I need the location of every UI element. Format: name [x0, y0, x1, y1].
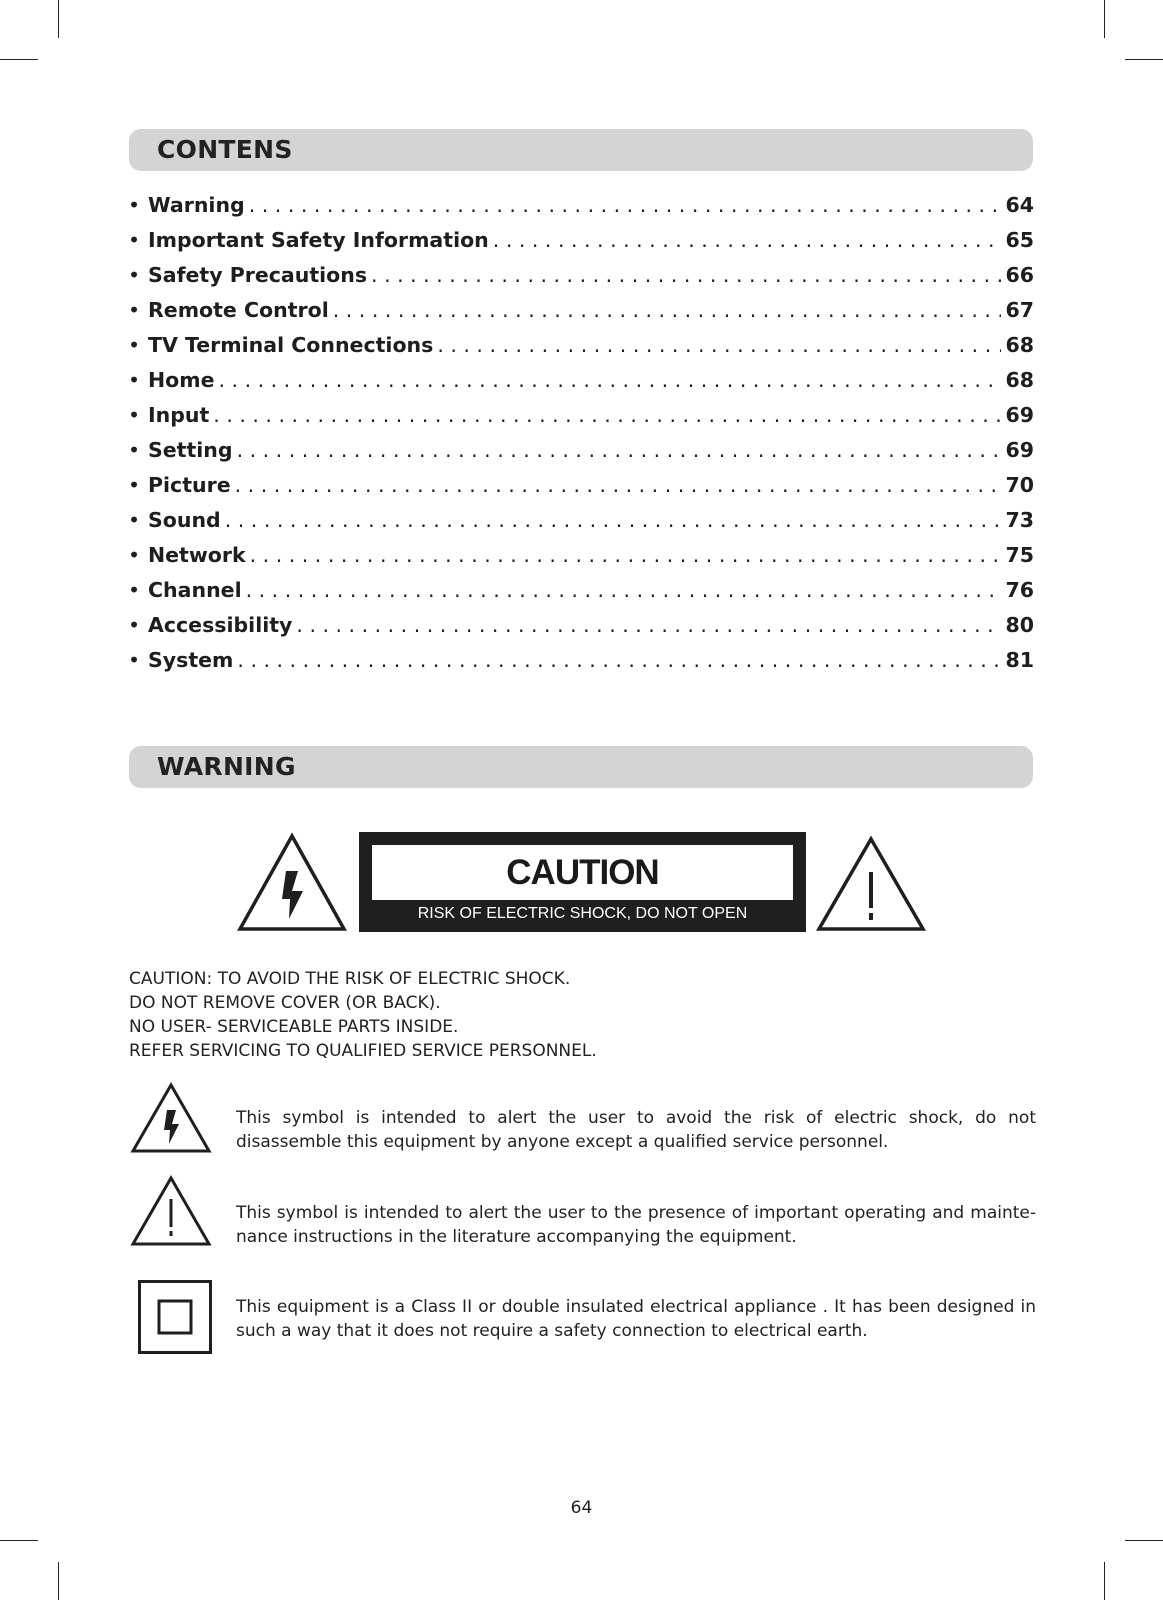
toc-page: 69 [1005, 403, 1034, 427]
toc-item[interactable] [128, 578, 1034, 613]
symbol-description: This equipment is a Class II or double insulated electrical appliance . It has been designed in such a way that it does not require a safety connection to electrical earth. [236, 1297, 1036, 1341]
toc-page: 81 [1005, 648, 1034, 672]
toc-title: Accessibility [148, 613, 293, 637]
leader-dots [219, 368, 1002, 392]
toc-title: TV Terminal Connections [148, 333, 434, 357]
lightning-triangle-icon [130, 1082, 212, 1154]
toc-title: Network [148, 543, 246, 567]
toc-title: Warning [148, 193, 245, 217]
toc-title: System [148, 648, 234, 672]
toc-title: Remote Control [148, 298, 329, 322]
warning-title: WARNING [157, 752, 296, 781]
exclamation-triangle-icon [130, 1175, 212, 1247]
leader-dots [237, 438, 1002, 462]
crop-mark [0, 59, 38, 60]
toc-item[interactable] [128, 613, 1034, 648]
toc-item[interactable] [128, 648, 1034, 683]
leader-dots [249, 193, 1002, 217]
toc-item[interactable] [128, 368, 1034, 403]
bullet: • [128, 508, 141, 532]
toc-page: 68 [1005, 368, 1034, 392]
bullet: • [128, 298, 141, 322]
contents-header [129, 129, 1033, 171]
leader-dots [237, 648, 1001, 672]
toc-page: 65 [1005, 228, 1034, 252]
caution-line: REFER SERVICING TO QUALIFIED SERVICE PERSONNEL. [129, 1041, 597, 1061]
bullet: • [128, 648, 141, 672]
toc-page: 66 [1005, 263, 1034, 287]
symbol-description: This symbol is intended to alert the user to the presence of important operating and mainte-nance instructions in the literature accompanying the equipment. [236, 1203, 1036, 1247]
caution-label [359, 832, 806, 932]
caution-line: CAUTION: TO AVOID THE RISK OF ELECTRIC SHOCK. [129, 969, 571, 989]
crop-mark [1104, 1562, 1105, 1600]
toc-page: 64 [1005, 193, 1034, 217]
leader-dots [371, 263, 1001, 287]
crop-mark [58, 0, 59, 38]
bullet: • [128, 543, 141, 567]
bullet: • [128, 403, 141, 427]
caution-line: DO NOT REMOVE COVER (OR BACK). [129, 993, 441, 1013]
toc-page: 69 [1005, 438, 1034, 462]
caution-line: NO USER- SERVICEABLE PARTS INSIDE. [129, 1017, 459, 1037]
bullet: • [128, 438, 141, 462]
warning-header [129, 746, 1033, 788]
crop-mark [58, 1562, 59, 1600]
lightning-triangle-icon [237, 833, 347, 933]
caution-title-panel [372, 845, 793, 900]
toc-page: 70 [1005, 473, 1034, 497]
toc-item[interactable] [128, 508, 1034, 543]
toc-item[interactable] [128, 333, 1034, 368]
contents-title: CONTENS [157, 135, 293, 164]
caution-subtitle: RISK OF ELECTRIC SHOCK, DO NOT OPEN [417, 905, 748, 922]
toc-item[interactable] [128, 438, 1034, 473]
symbol-description: This symbol is intended to alert the user to avoid the risk of electric shock, do not disassemble this equipment by anyone except a qualified service personnel. [236, 1108, 1036, 1152]
bullet: • [128, 613, 141, 637]
leader-dots [437, 333, 1001, 357]
leader-dots [235, 473, 1002, 497]
toc-item[interactable] [128, 263, 1034, 298]
exclamation-triangle-icon [816, 836, 926, 933]
leader-dots [493, 228, 1002, 252]
crop-mark [1125, 59, 1163, 60]
table-of-contents [128, 193, 1034, 683]
leader-dots [246, 578, 1002, 602]
toc-page: 76 [1005, 578, 1034, 602]
bullet: • [128, 263, 141, 287]
caution-title: CAUTION [506, 853, 659, 892]
bullet: • [128, 228, 141, 252]
bullet: • [128, 333, 141, 357]
toc-title: Sound [148, 508, 221, 532]
caution-text [129, 967, 597, 1063]
toc-page: 75 [1005, 543, 1034, 567]
toc-item[interactable] [128, 193, 1034, 228]
toc-item[interactable] [128, 473, 1034, 508]
crop-mark [0, 1540, 38, 1541]
toc-title: Setting [148, 438, 233, 462]
bullet: • [128, 368, 141, 392]
leader-dots [296, 613, 1001, 637]
bullet: • [128, 473, 141, 497]
leader-dots [225, 508, 1002, 532]
toc-item[interactable] [128, 543, 1034, 578]
crop-mark [1125, 1540, 1163, 1541]
double-square-icon [138, 1280, 212, 1354]
toc-title: Input [148, 403, 210, 427]
bullet: • [128, 193, 141, 217]
leader-dots [213, 403, 1001, 427]
toc-page: 80 [1005, 613, 1034, 637]
leader-dots [250, 543, 1002, 567]
toc-item[interactable] [128, 403, 1034, 438]
toc-title: Safety Precautions [148, 263, 368, 287]
bullet: • [128, 578, 141, 602]
toc-title: Important Safety Information [148, 228, 489, 252]
toc-title: Channel [148, 578, 242, 602]
toc-item[interactable] [128, 298, 1034, 333]
toc-item[interactable] [128, 228, 1034, 263]
toc-title: Home [148, 368, 215, 392]
toc-title: Picture [148, 473, 231, 497]
toc-page: 67 [1005, 298, 1034, 322]
crop-mark [1104, 0, 1105, 38]
leader-dots [333, 298, 1002, 322]
toc-page: 68 [1005, 333, 1034, 357]
page-number: 64 [570, 1498, 593, 1518]
toc-page: 73 [1005, 508, 1034, 532]
